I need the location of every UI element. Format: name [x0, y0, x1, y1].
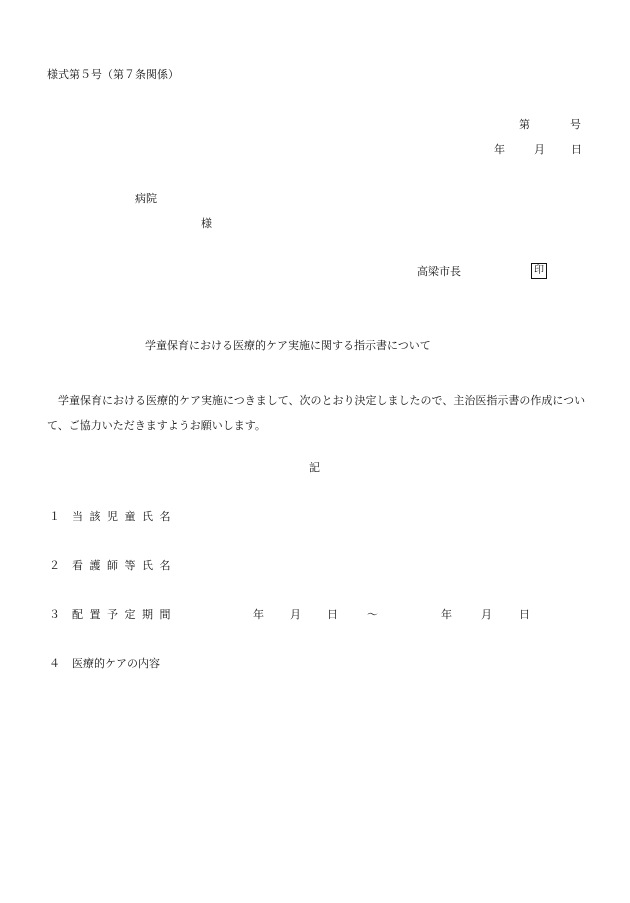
date-year: 年 — [494, 143, 505, 156]
recipient-honorific: 様 — [201, 217, 212, 230]
form-number: 様式第５号（第７条関係） — [47, 68, 179, 81]
period-end-month: 月 — [481, 608, 492, 621]
item-number: ３ — [49, 608, 60, 621]
ki-heading: 記 — [309, 461, 320, 474]
document-number-prefix: 第 — [519, 118, 530, 131]
item-number: １ — [49, 510, 60, 523]
item-number: ４ — [49, 657, 60, 670]
period-start-day: 日 — [327, 608, 338, 621]
document-number-suffix: 号 — [570, 118, 581, 131]
item-label-care-content: 医療的ケアの内容 — [72, 657, 160, 670]
period-end-day: 日 — [519, 608, 530, 621]
sender-title: 高梁市長 — [417, 265, 461, 278]
period-start-month: 月 — [290, 608, 301, 621]
period-start-year: 年 — [253, 608, 264, 621]
document-title: 学童保育における医療的ケア実施に関する指示書について — [145, 339, 431, 352]
period-tilde: ～ — [367, 608, 378, 621]
item-label-nurse-name: 看護師等氏名 — [72, 559, 177, 572]
date-month: 月 — [534, 143, 545, 156]
recipient-hospital: 病院 — [135, 192, 157, 205]
item-label-placement-period: 配置予定期間 — [72, 608, 177, 621]
body-text: 学童保育における医療的ケア実施につきまして、次のとおり決定しましたので、主治医指示書の作成について、ご協力いただきますようお願いします。 — [47, 394, 586, 432]
item-number: ２ — [49, 559, 60, 572]
period-end-year: 年 — [441, 608, 452, 621]
item-label-child-name: 当該児童氏名 — [72, 510, 177, 523]
date-day: 日 — [571, 143, 582, 156]
seal-stamp: 印 — [531, 263, 547, 279]
